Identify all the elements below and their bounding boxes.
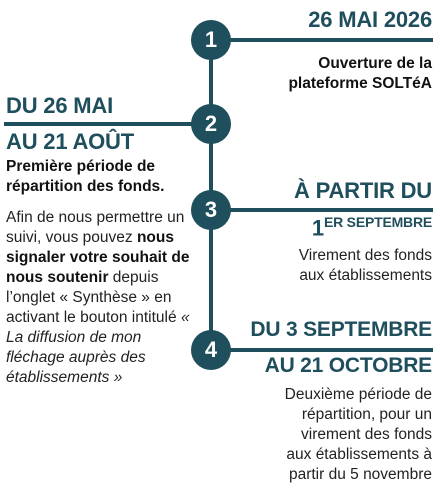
step-4-badge: 4 (191, 330, 231, 370)
step-3-badge: 3 (191, 190, 231, 230)
step-3-description: Virement des fonds aux établissements (298, 247, 432, 284)
step-2-subtitle: Première période de répartition des fonds. (6, 158, 165, 195)
step-2-body-quote: « La diffusion de mon fléchage auprès des établissements » (6, 309, 190, 386)
step-4-heading-line-2: AU 21 OCTOBRE (264, 354, 432, 377)
step-3-heading-line-2: $1^{ER SEPTEMBRE}$ (311, 214, 432, 241)
step-4-heading-line-1: DU 3 SEPTEMBRE (250, 318, 432, 341)
step-1-description: Ouverture de la plateforme SOLTéA (288, 55, 432, 92)
step-1-heading: 26 MAI 2026 (308, 7, 432, 32)
step-2-body-emphasis: nous signaler votre souhait de nous soutenir (6, 229, 190, 286)
step-1-badge: 1 (191, 20, 231, 60)
step-4-description: Deuxième période de répartition, pour un virement des fonds aux établissements à partir du 5 novembre (284, 386, 432, 483)
step-2-body: Afin de nous permettre un suivi, vous pouvez nous signaler votre souhait de nous soutenir depuis l’onglet « Synthèse » en activant le bouton intitulé « La diffusion de mon fléchage auprès des établissements » (6, 209, 190, 386)
step-2-heading-line-2: AU 21 AOÛT (6, 129, 134, 154)
step-2-badge: 2 (191, 104, 231, 144)
step-2-heading-line-1: DU 26 MAI (6, 93, 113, 118)
step-3-heading-line-1: À PARTIR DU (294, 178, 432, 203)
